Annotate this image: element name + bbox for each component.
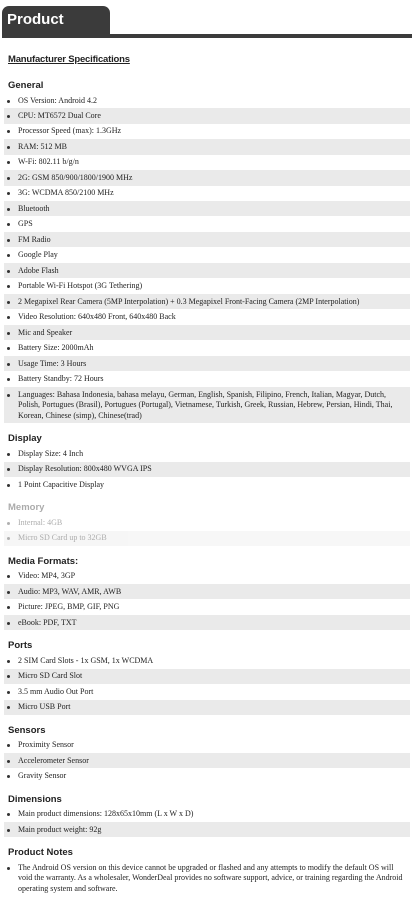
section-media-formats — [4, 556, 410, 631]
bullet-icon — [7, 575, 10, 578]
spec-item — [4, 477, 410, 492]
spec-text: Micro USB Port — [18, 702, 71, 712]
spec-item — [4, 124, 410, 139]
spec-text: Gravity Sensor — [18, 771, 67, 781]
spec-text: FM Radio — [18, 234, 51, 244]
section-memory — [4, 502, 410, 546]
spec-item — [4, 738, 410, 753]
bullet-icon — [7, 208, 10, 211]
bullet-icon — [7, 622, 10, 625]
spec-item — [4, 93, 410, 108]
spec-text: Internal: 4GB — [18, 517, 63, 527]
section-title-memory: Memory — [8, 502, 45, 514]
spec-text: 2 SIM Card Slots - 1x GSM, 1x WCDMA — [18, 655, 154, 665]
bullet-icon — [7, 270, 10, 273]
spec-text: W-Fi: 802.11 b/g/n — [18, 157, 79, 167]
spec-text: Adobe Flash — [18, 265, 59, 275]
bullet-icon — [7, 660, 10, 663]
bullet-icon — [7, 316, 10, 319]
spec-text: Processor Speed (max): 1.3GHz — [18, 126, 122, 136]
bullet-icon — [7, 706, 10, 709]
bullet-icon — [7, 239, 10, 242]
spec-item — [4, 822, 410, 837]
spec-item — [4, 294, 410, 309]
spec-item — [4, 615, 410, 630]
bullet-icon — [7, 223, 10, 226]
bullet-icon — [7, 537, 10, 540]
spec-text: CPU: MT6572 Dual Core — [18, 110, 101, 120]
spec-item — [4, 569, 410, 584]
manufacturer-specifications-heading: Manufacturer Specifications — [8, 54, 130, 65]
spec-text: Languages: Bahasa Indonesia, bahasa melayu, German, English, Spanish, Filipino, French, Italian, Magyar, Dutch, Polish, Portugues (Brasil), Portugues (Portugal), Vietnamese, Turkish, Greek, Russian, Hebrew, Persian, Hindi, Thai, Korean, Chinese (simp), Chinese(trad) — [18, 389, 393, 420]
section-general — [4, 80, 410, 423]
spec-text: Usage Time: 3 Hours — [18, 358, 87, 368]
spec-text: eBook: PDF, TXT — [18, 617, 77, 627]
spec-list-memory — [4, 515, 410, 546]
spec-text: 1 Point Capacitive Display — [18, 479, 104, 489]
bullet-icon — [7, 522, 10, 525]
product-details-content — [0, 54, 412, 896]
spec-item — [4, 356, 410, 371]
spec-text: 3.5 mm Audio Out Port — [18, 686, 94, 696]
spec-item — [4, 279, 410, 294]
spec-item — [4, 653, 410, 668]
spec-text: Accelerometer Sensor — [18, 755, 89, 765]
spec-list-dimensions — [4, 807, 410, 838]
spec-text: Display Resolution: 800x480 WVGA IPS — [18, 464, 152, 474]
bullet-icon — [7, 453, 10, 456]
spec-item — [4, 446, 410, 461]
bullet-icon — [7, 591, 10, 594]
bullet-icon — [7, 675, 10, 678]
spec-item — [4, 531, 410, 546]
bullet-icon — [7, 378, 10, 381]
bullet-icon — [7, 192, 10, 195]
spec-item — [4, 325, 410, 340]
bullet-icon — [7, 115, 10, 118]
spec-item — [4, 232, 410, 247]
section-display — [4, 433, 410, 492]
bullet-icon — [7, 829, 10, 832]
bullet-icon — [7, 813, 10, 816]
bullet-icon — [7, 760, 10, 763]
spec-item — [4, 139, 410, 154]
spec-item — [4, 600, 410, 615]
spec-text: Main product weight: 92g — [18, 824, 102, 834]
spec-text: 2 Megapixel Rear Camera (5MP Interpolation) + 0.3 Megapixel Front-Facing Camera (2MP Interpolation) — [18, 296, 360, 306]
bullet-icon — [7, 394, 10, 397]
section-ports — [4, 640, 410, 715]
spec-text: Video Resolution: 640x480 Front, 640x480 Back — [18, 312, 176, 322]
bullet-icon — [7, 301, 10, 304]
header-divider — [2, 34, 412, 38]
spec-list-general — [4, 93, 410, 423]
spec-text: Battery Size: 2000mAh — [18, 343, 94, 353]
spec-item — [4, 807, 410, 822]
spec-item — [4, 860, 410, 896]
spec-text: Micro SD Card Slot — [18, 671, 83, 681]
spec-list-product-notes — [4, 860, 410, 896]
spec-item — [4, 769, 410, 784]
spec-item — [4, 372, 410, 387]
bullet-icon — [7, 484, 10, 487]
spec-item — [4, 217, 410, 232]
section-sensors — [4, 725, 410, 784]
spec-text: Audio: MP3, WAV, AMR, AWB — [18, 586, 122, 596]
spec-text: OS Version: Android 4.2 — [18, 95, 97, 105]
spec-text: GPS — [18, 219, 33, 229]
section-product-notes — [4, 847, 410, 896]
spec-text: Battery Standby: 72 Hours — [18, 374, 104, 384]
spec-item — [4, 248, 410, 263]
spec-item — [4, 186, 410, 201]
product-details-tab: Product Details — [2, 6, 110, 34]
spec-list-display — [4, 446, 410, 492]
spec-text: Video: MP4, 3GP — [18, 571, 76, 581]
spec-item — [4, 201, 410, 216]
section-title-general: General — [8, 80, 44, 91]
bullet-icon — [7, 146, 10, 149]
bullet-icon — [7, 254, 10, 257]
bullet-icon — [7, 285, 10, 288]
spec-text: Portable Wi-Fi Hotspot (3G Tethering) — [18, 281, 143, 291]
bullet-icon — [7, 363, 10, 366]
bullet-icon — [7, 177, 10, 180]
section-title-display: Display — [8, 433, 42, 445]
spec-item — [4, 387, 410, 423]
bullet-icon — [7, 161, 10, 164]
bullet-icon — [7, 468, 10, 471]
bullet-icon — [7, 332, 10, 335]
spec-text: Google Play — [18, 250, 58, 260]
section-title-sensors: Sensors — [8, 724, 46, 736]
spec-text: RAM: 512 MB — [18, 141, 67, 151]
spec-item — [4, 584, 410, 599]
spec-item — [4, 669, 410, 684]
spec-text: Bluetooth — [18, 203, 50, 213]
spec-list-sensors — [4, 738, 410, 784]
bullet-icon — [7, 775, 10, 778]
spec-list-ports — [4, 653, 410, 715]
bullet-icon — [7, 867, 10, 870]
spec-text: Main product dimensions: 128x65x10mm (L x W x D) — [18, 809, 194, 819]
spec-item — [4, 155, 410, 170]
spec-item — [4, 341, 410, 356]
spec-list-media-formats — [4, 569, 410, 631]
spec-text: Micro SD Card up to 32GB — [18, 533, 107, 543]
bullet-icon — [7, 347, 10, 350]
spec-item — [4, 753, 410, 768]
spec-item — [4, 263, 410, 278]
spec-text: 3G: WCDMA 850/2100 MHz — [18, 188, 114, 198]
bullet-icon — [7, 130, 10, 133]
bullet-icon — [7, 744, 10, 747]
bullet-icon — [7, 691, 10, 694]
section-dimensions — [4, 794, 410, 838]
product-details-header — [2, 6, 412, 56]
spec-item — [4, 462, 410, 477]
spec-item — [4, 310, 410, 325]
bullet-icon — [7, 606, 10, 609]
spec-text: Mic and Speaker — [18, 327, 73, 337]
section-title-media-formats: Media Formats: — [8, 555, 79, 567]
spec-text: Display Size: 4 Inch — [18, 448, 84, 458]
spec-item — [4, 515, 410, 530]
spec-text: 2G: GSM 850/900/1800/1900 MHz — [18, 172, 133, 182]
spec-item — [4, 700, 410, 715]
product-notes-text: The Android OS version on this device cannot be upgraded or flashed and any attempts to modify the default OS will void the warranty. As a wholesaler, WonderDeal provides no software support, advice, or training regarding the Android operating system and software. — [18, 862, 403, 893]
section-title-dimensions: Dimensions — [8, 793, 62, 805]
spec-item — [4, 170, 410, 185]
section-title-ports: Ports — [8, 640, 33, 652]
section-title-product-notes: Product Notes — [8, 847, 73, 859]
spec-text: Proximity Sensor — [18, 740, 74, 750]
spec-text: Picture: JPEG, BMP, GIF, PNG — [18, 602, 120, 612]
spec-item — [4, 108, 410, 123]
spec-item — [4, 684, 410, 699]
bullet-icon — [7, 100, 10, 103]
